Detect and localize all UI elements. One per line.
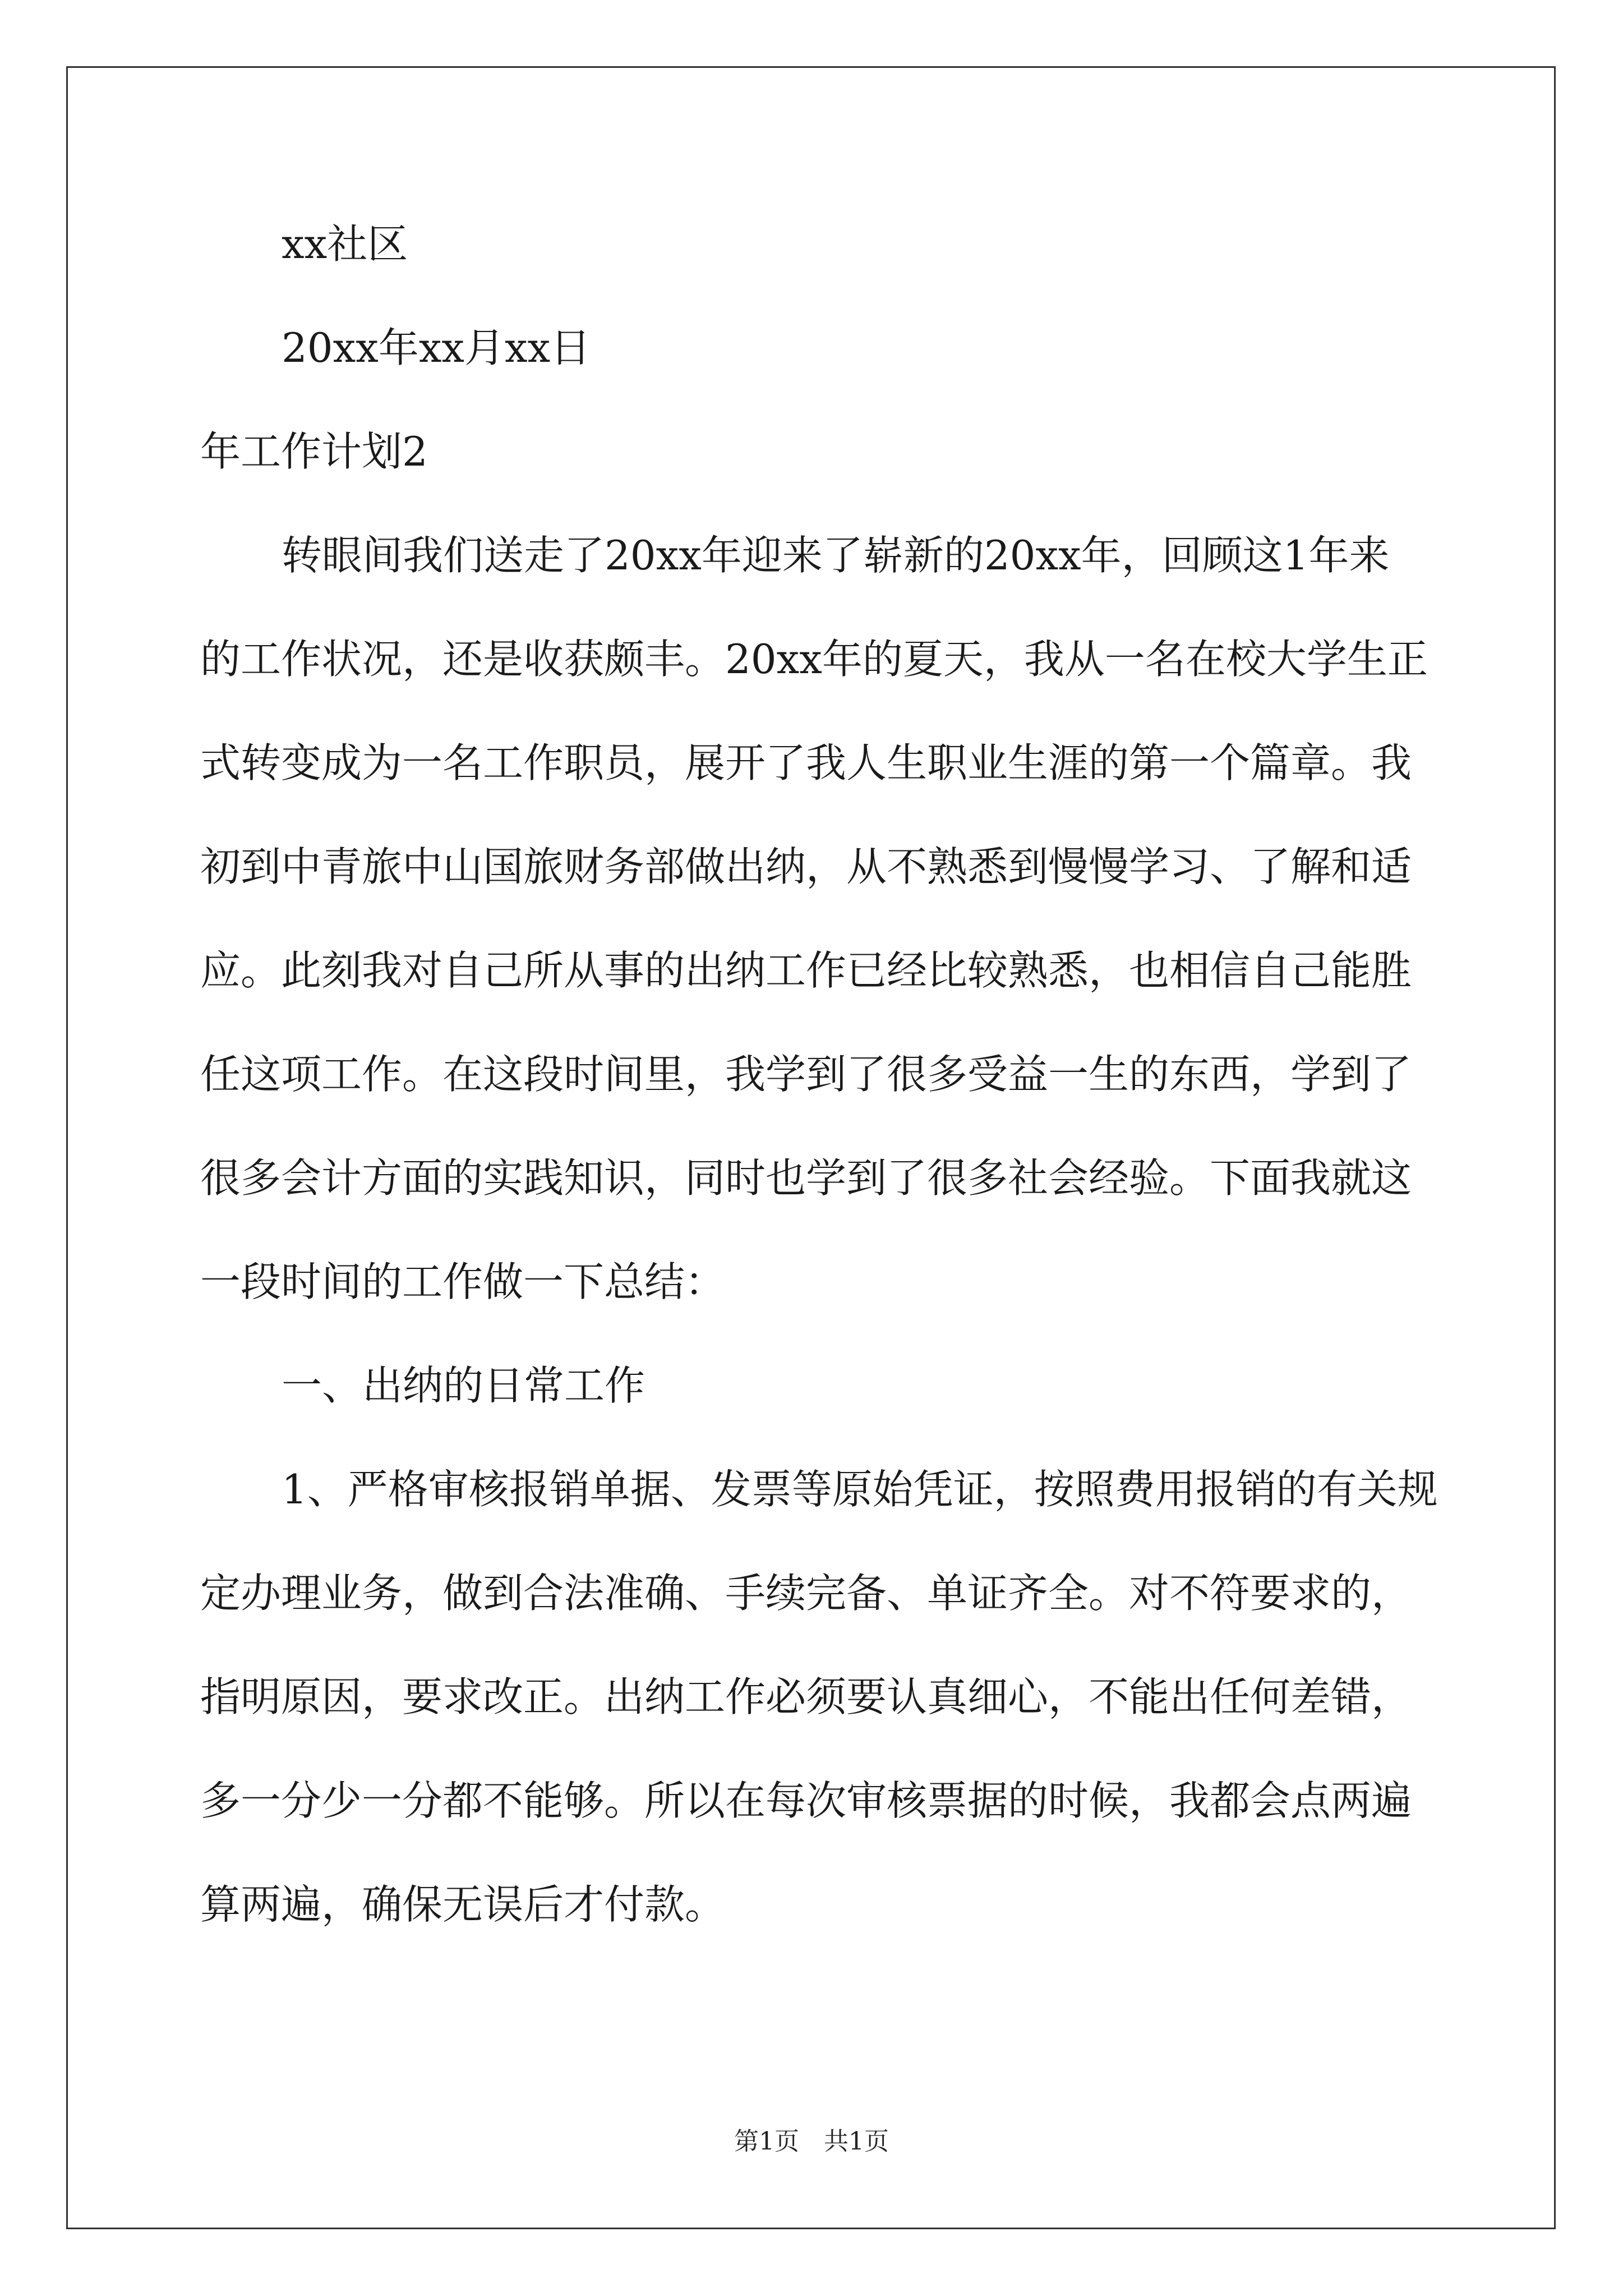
intro-line: 转眼间我们送走了20xx年迎来了崭新的20xx年，回顾这1年来 (282, 532, 1390, 579)
intro-line: 应。此刻我对自己所从事的出纳工作已经比较熟悉，也相信自己能胜 (200, 947, 1412, 994)
intro-line: 初到中青旅中山国旅财务部做出纳，从不熟悉到慢慢学习、了解和适 (200, 843, 1412, 890)
intro-line: 一段时间的工作做一下总结： (200, 1258, 726, 1305)
subheading: 一、出纳的日常工作 (282, 1362, 645, 1409)
item1-line: 多一分少一分都不能够。所以在每次审核票据的时候，我都会点两遍 (200, 1777, 1412, 1824)
intro-line: 很多会计方面的实践知识，同时也学到了很多社会经验。下面我就这 (200, 1154, 1412, 1202)
intro-line: 任这项工作。在这段时间里，我学到了很多受益一生的东西，学到了 (200, 1051, 1412, 1098)
page-footer: 第1页 共1页 (734, 2127, 889, 2156)
section-title: 年工作计划2 (200, 428, 428, 475)
intro-line: 式转变成为一名工作职员，展开了我人生职业生涯的第一个篇章。我 (200, 739, 1412, 786)
item1-line: 1、严格审核报销单据、发票等原始凭证，按照费用报销的有关规 (282, 1466, 1438, 1513)
item1-line: 指明原因，要求改正。出纳工作必须要认真细心，不能出任何差错， (200, 1673, 1412, 1720)
signature-organization: xx社区 (282, 220, 408, 268)
item1-line: 定办理业务，做到合法准确、手续完备、单证齐全。对不符要求的， (200, 1570, 1412, 1617)
intro-line: 的工作状况，还是收获颇丰。20xx年的夏天，我从一名在校大学生正 (200, 636, 1428, 683)
item1-line: 算两遍，确保无误后才付款。 (200, 1881, 726, 1928)
signature-date: 20xx年xx月xx日 (282, 324, 591, 371)
